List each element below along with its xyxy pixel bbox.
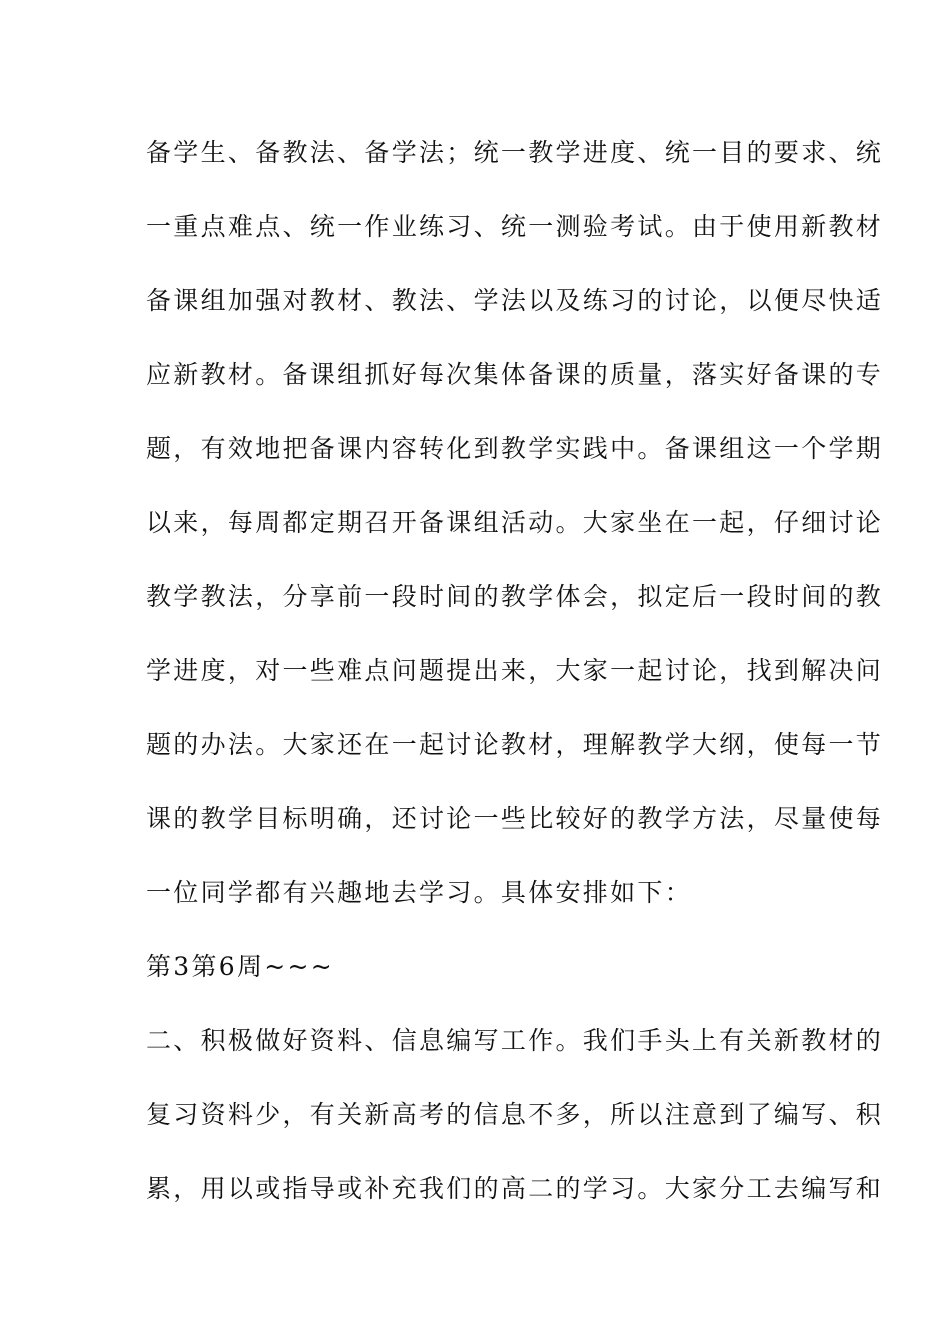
- text-line: 累，用以或指导或补充我们的高二的学习。大家分工去编写和: [146, 1174, 884, 1203]
- text-line: 教学教法，分享前一段时间的教学体会，拟定后一段时间的教: [146, 582, 884, 611]
- text-line: 第3第6周~~~: [146, 952, 335, 981]
- text-line: 应新教材。备课组抓好每次集体备课的质量，落实好备课的专: [146, 360, 884, 389]
- text-line: 一重点难点、统一作业练习、统一测验考试。由于使用新教材: [146, 212, 884, 241]
- text-line: 备学生、备教法、备学法；统一教学进度、统一目的要求、统: [146, 138, 884, 167]
- text-line: 二、积极做好资料、信息编写工作。我们手头上有关新教材的: [146, 1026, 884, 1055]
- text-line: 题，有效地把备课内容转化到教学实践中。备课组这一个学期: [146, 434, 884, 463]
- text-line: 备课组加强对教材、教法、学法以及练习的讨论，以便尽快适: [146, 286, 884, 315]
- text-line: 题的办法。大家还在一起讨论教材，理解教学大纲，使每一节: [146, 730, 884, 759]
- body-text: [146, 131, 884, 1241]
- text-line: 课的教学目标明确，还讨论一些比较好的教学方法，尽量使每: [146, 804, 884, 833]
- text-line: 复习资料少，有关新高考的信息不多，所以注意到了编写、积: [146, 1100, 884, 1129]
- text-line: 学进度，对一些难点问题提出来，大家一起讨论，找到解决问: [146, 656, 884, 685]
- text-line: 以来，每周都定期召开备课组活动。大家坐在一起，仔细讨论: [146, 508, 884, 537]
- text-line: 一位同学都有兴趣地去学习。具体安排如下：: [146, 878, 693, 907]
